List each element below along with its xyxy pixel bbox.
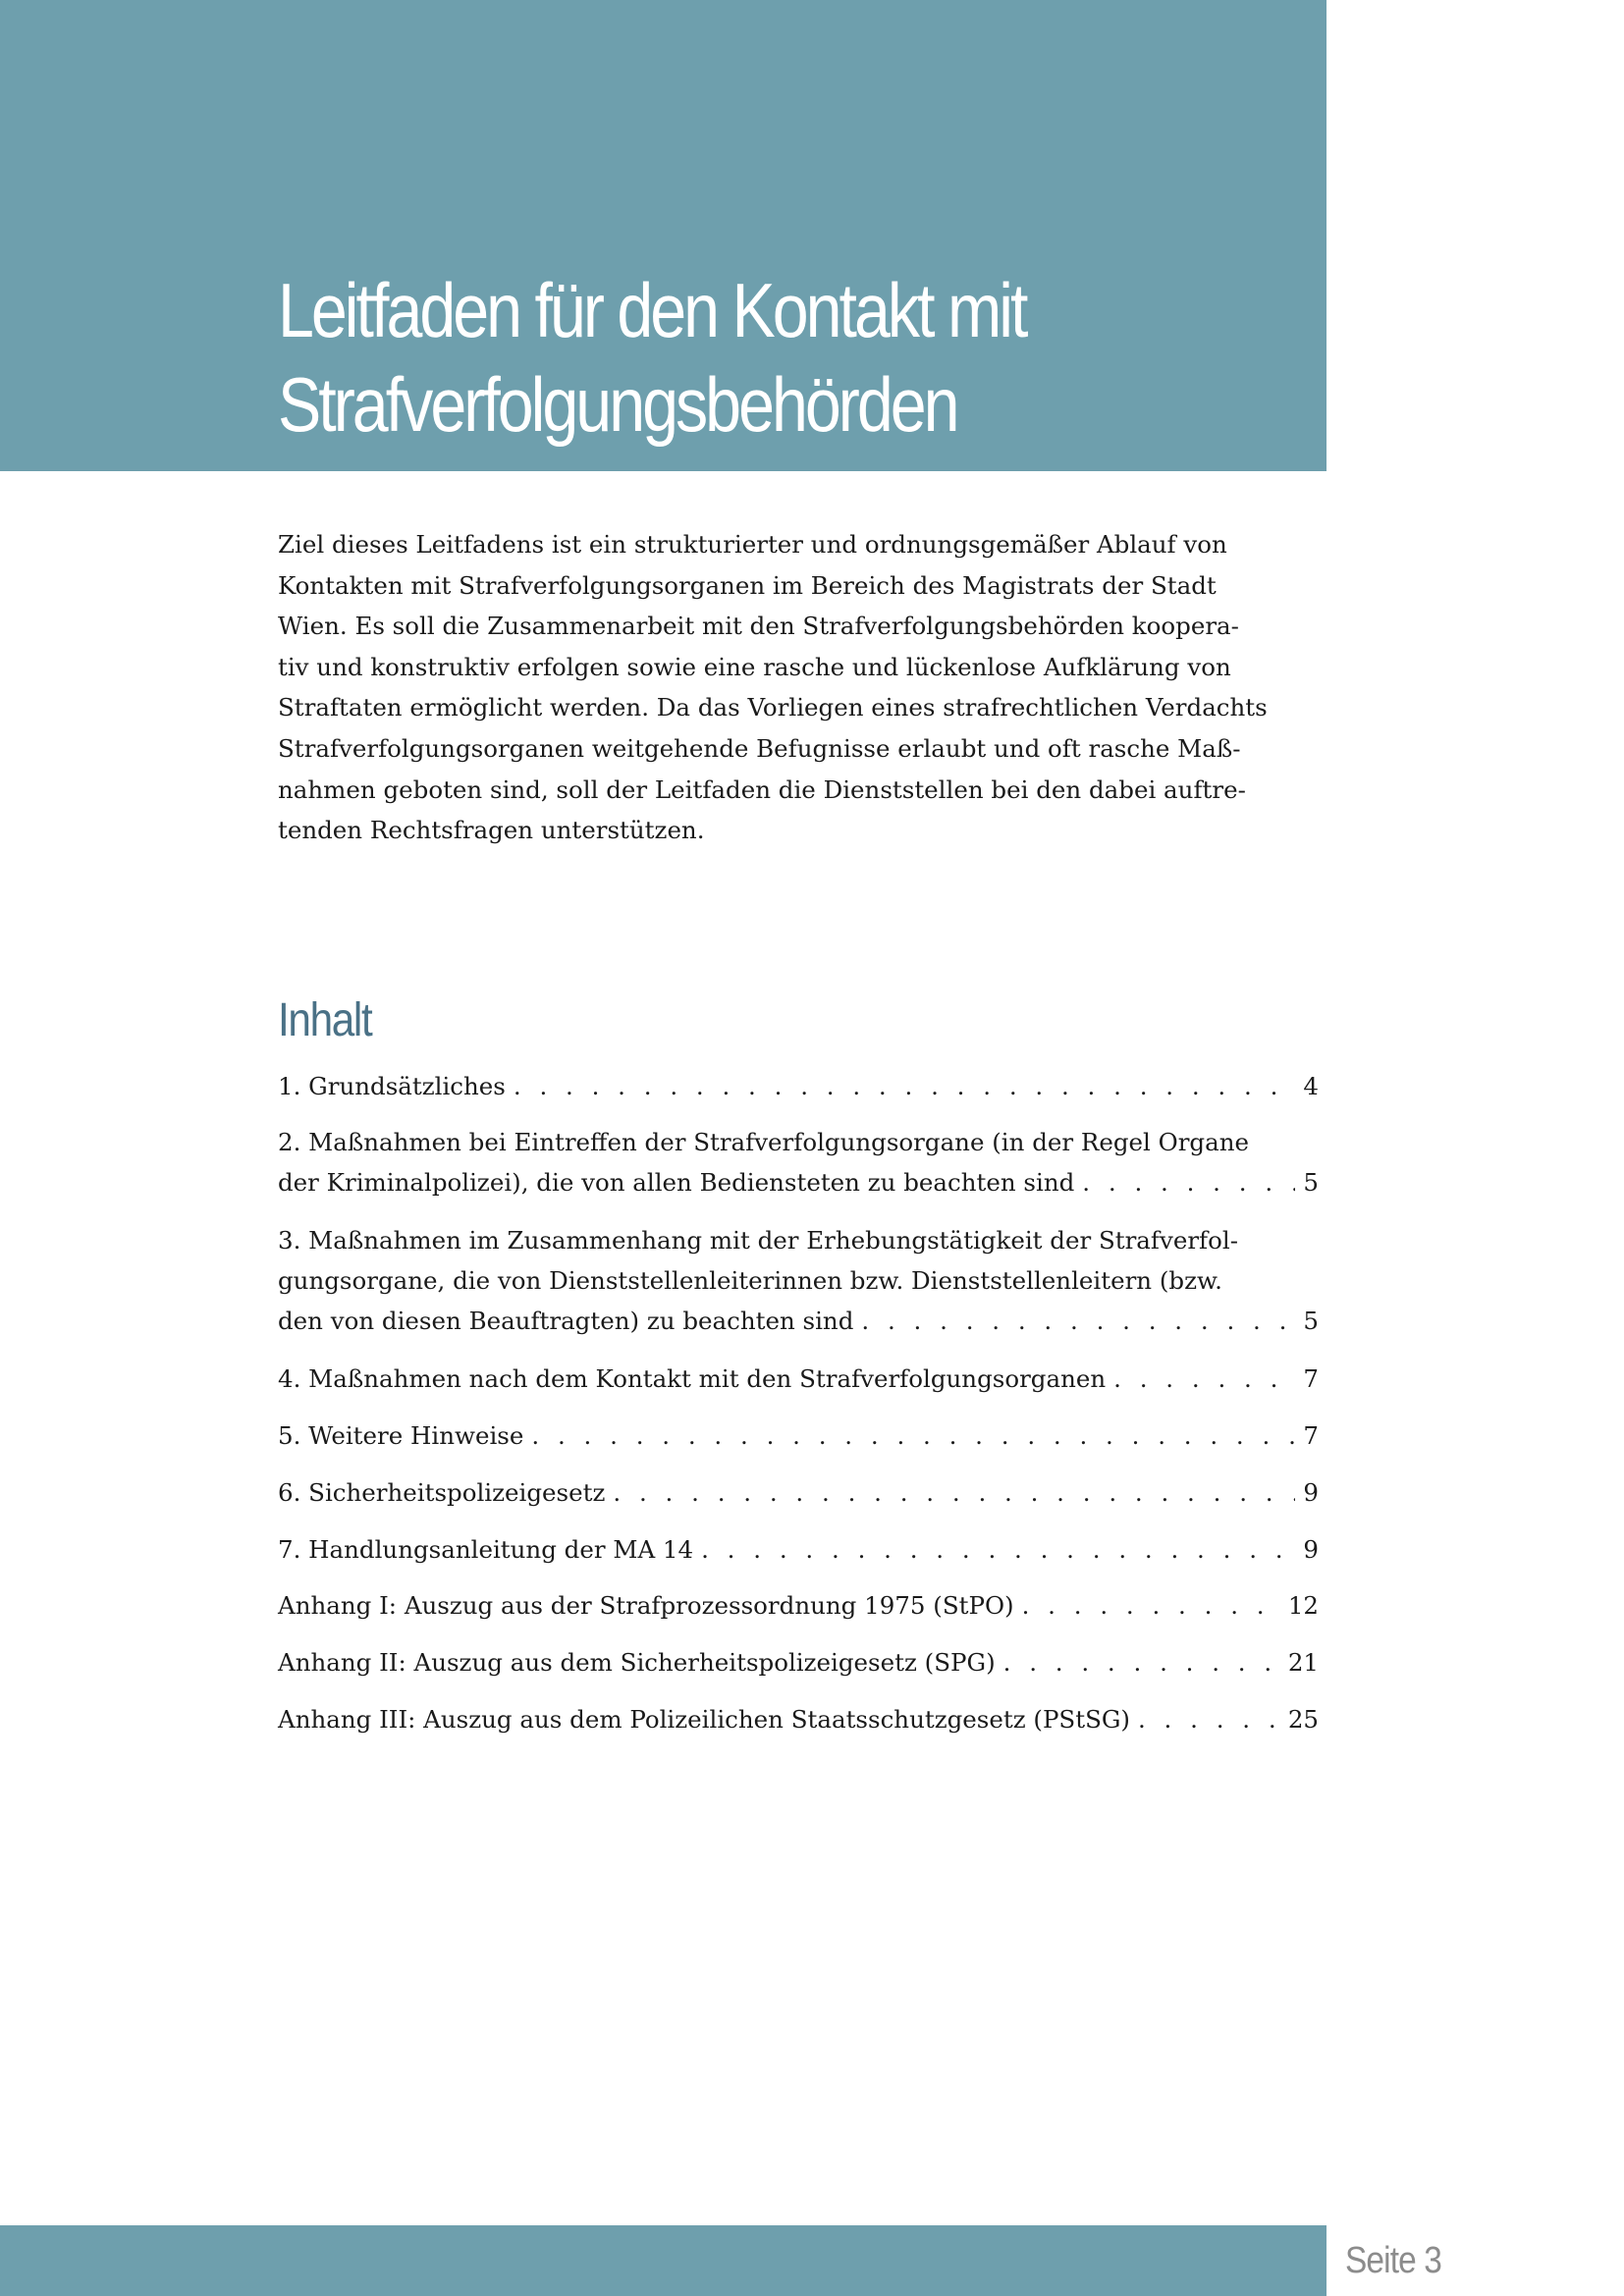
toc-page-number: 7 [1303, 1364, 1319, 1393]
toc-entry-3-line-1[interactable] [278, 1221, 1319, 1260]
toc-entry-anhang-3[interactable] [278, 1700, 1319, 1739]
intro-line: Ziel dieses Leitfadens ist ein strukturierter und ordnungsgemäßer Ablauf von [278, 530, 1227, 559]
intro-line: tenden Rechtsfragen unterstützen. [278, 816, 705, 845]
toc-leader-dots [1074, 1163, 1295, 1202]
toc-entry-2-line-1[interactable] [278, 1123, 1319, 1162]
toc-entry-4[interactable] [278, 1360, 1319, 1399]
toc-entry-1[interactable] [278, 1067, 1319, 1106]
toc-entry-text: den von diesen Beauftragten) zu beachten sind [278, 1307, 854, 1335]
toc-leader-dots [1130, 1700, 1280, 1739]
toc-leader-dots [523, 1416, 1295, 1456]
intro-line: Straftaten ermöglicht werden. Da das Vorliegen eines strafrechtlichen Verdachts [278, 693, 1268, 722]
toc-entry-text: 4. Maßnahmen nach dem Kontakt mit den Strafverfolgungsorganen [278, 1364, 1107, 1393]
intro-line: Strafverfolgungsorganen weitgehende Befugnisse erlaubt und oft rasche Maß- [278, 733, 1241, 763]
toc-entry-text: 5. Weitere Hinweise [278, 1421, 524, 1450]
toc-page-number: 4 [1303, 1072, 1319, 1100]
toc-entry-7[interactable] [278, 1530, 1319, 1570]
toc-entry-anhang-1[interactable] [278, 1586, 1319, 1626]
intro-line: tiv und konstruktiv erfolgen sowie eine rasche und lückenlose Aufklärung von [278, 652, 1231, 681]
intro-paragraph [278, 524, 1299, 851]
toc-leader-dots [1106, 1360, 1295, 1399]
footer-band [0, 2225, 1326, 2296]
toc-entry-text: gungsorgane, die von Dienststellenleiterinnen bzw. Dienststellenleitern (bzw. [278, 1266, 1222, 1295]
toc-entry-text: 1. Grundsätzliches [278, 1072, 506, 1100]
toc-entry-anhang-2[interactable] [278, 1643, 1319, 1682]
document-title-line: Strafverfolgungsbehörden [278, 361, 957, 448]
document-title [278, 263, 1146, 452]
toc-leader-dots [506, 1067, 1296, 1106]
document-title-line: Leitfaden für den Kontakt mit [278, 267, 1026, 353]
toc-page-number: 21 [1287, 1648, 1319, 1677]
page-number: Seite 3 [1345, 2240, 1441, 2281]
toc-entry-text: 2. Maßnahmen bei Eintreffen der Strafverfolgungsorgane (in der Regel Organe [278, 1128, 1249, 1156]
toc-entry-3[interactable] [278, 1302, 1319, 1341]
intro-line: Wien. Es soll die Zusammenarbeit mit den Strafverfolgungsbehörden koopera- [278, 612, 1239, 641]
toc-entry-text: 6. Sicherheitspolizeigesetz [278, 1478, 606, 1507]
intro-line: nahmen geboten sind, soll der Leitfaden die Dienststellen bei den dabei auftre- [278, 774, 1246, 804]
toc-entry-text: der Kriminalpolizei), die von allen Bediensteten zu beachten sind [278, 1168, 1075, 1197]
toc-entry-3-line-2[interactable] [278, 1261, 1319, 1301]
toc-leader-dots [605, 1473, 1295, 1513]
toc-page-number: 25 [1287, 1705, 1319, 1734]
toc-page-number: 9 [1303, 1478, 1319, 1507]
toc-page-number: 5 [1303, 1168, 1319, 1197]
toc-page-number: 5 [1303, 1307, 1319, 1335]
toc-heading: Inhalt [278, 994, 372, 1046]
toc-entry-2[interactable] [278, 1163, 1319, 1202]
toc-leader-dots [996, 1643, 1280, 1682]
toc-page-number: 9 [1303, 1535, 1319, 1564]
toc-page-number: 7 [1303, 1421, 1319, 1450]
toc-entry-5[interactable] [278, 1416, 1319, 1456]
toc-entry-text: Anhang I: Auszug aus der Strafprozessordnung 1975 (StPO) [278, 1591, 1014, 1620]
toc-entry-text: Anhang II: Auszug aus dem Sicherheitspolizeigesetz (SPG) [278, 1648, 996, 1677]
toc-entry-text: Anhang III: Auszug aus dem Polizeilichen Staatsschutzgesetz (PStSG) [278, 1705, 1130, 1734]
toc-leader-dots [693, 1530, 1295, 1570]
intro-line: Kontakten mit Strafverfolgungsorganen im Bereich des Magistrats der Stadt [278, 570, 1217, 600]
toc-page-number: 12 [1287, 1591, 1319, 1620]
toc-entry-6[interactable] [278, 1473, 1319, 1513]
toc-leader-dots [1014, 1586, 1280, 1626]
toc-entry-text: 3. Maßnahmen im Zusammenhang mit der Erhebungstätigkeit der Strafverfol- [278, 1226, 1238, 1255]
toc-entry-text: 7. Handlungsanleitung der MA 14 [278, 1535, 694, 1564]
toc-leader-dots [853, 1302, 1295, 1341]
